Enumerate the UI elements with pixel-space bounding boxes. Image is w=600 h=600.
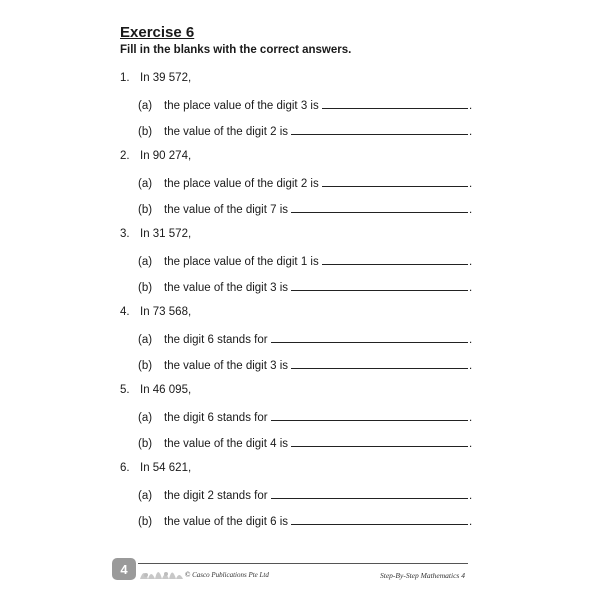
answer-blank[interactable] [291,358,468,369]
question-part [138,202,472,216]
answer-blank[interactable] [322,254,468,265]
book-title: Step-By-Step Mathematics 4 [380,571,465,580]
question-part [138,280,472,294]
answer-blank[interactable] [291,514,468,525]
question-part [138,410,472,424]
question-stem [120,384,191,396]
question-stem [120,150,191,162]
question-part [138,488,472,502]
part-text: the value of the digit 2 is [164,126,289,138]
part-label: (a) [138,256,153,268]
part-label: (a) [138,412,153,424]
copyright-text: © Casco Publications Pte Ltd [185,571,269,579]
instructions: Fill in the blanks with the correct answers. [120,44,352,56]
period: . [469,204,473,216]
part-text: the place value of the digit 1 is [164,256,319,268]
question-part [138,436,472,450]
answer-blank[interactable] [291,202,468,213]
question-text: In 31 572, [140,228,192,240]
period: . [469,412,473,424]
part-label: (b) [138,204,153,216]
question-stem [120,228,191,240]
part-text: the value of the digit 4 is [164,438,289,450]
question-stem [120,72,191,84]
part-label: (b) [138,360,153,372]
period: . [469,282,473,294]
part-text: the digit 6 stands for [164,412,268,424]
part-text: the digit 2 stands for [164,490,268,502]
question-text: In 46 095, [140,384,192,396]
part-text: the value of the digit 3 is [164,360,289,372]
question-text: In 73 568, [140,306,192,318]
part-label: (a) [138,178,153,190]
answer-blank[interactable] [271,410,468,421]
period: . [469,438,473,450]
part-label: (a) [138,490,153,502]
period: . [469,178,473,190]
answer-blank[interactable] [271,488,468,499]
exercise-title: Exercise 6 [120,24,195,41]
question-text: In 54 621, [140,462,192,474]
question-number: 4. [120,306,130,318]
question-text: In 39 572, [140,72,192,84]
part-text: the value of the digit 3 is [164,282,289,294]
part-text: the value of the digit 6 is [164,516,289,528]
period: . [469,516,473,528]
question-part [138,514,472,528]
question-part [138,98,472,112]
period: . [469,490,473,502]
part-label: (b) [138,282,153,294]
question-part [138,254,472,268]
question-number: 5. [120,384,130,396]
answer-blank[interactable] [291,280,468,291]
footer-rule [138,563,468,564]
question-number: 6. [120,462,130,474]
question-stem [120,462,191,474]
question-text: In 90 274, [140,150,192,162]
question-stem [120,306,191,318]
part-text: the digit 6 stands for [164,334,268,346]
period: . [469,126,473,138]
part-text: the place value of the digit 2 is [164,178,319,190]
question-part [138,124,472,138]
period: . [469,100,473,112]
part-label: (b) [138,126,153,138]
question-part [138,332,472,346]
question-number: 2. [120,150,130,162]
question-part [138,176,472,190]
question-number: 1. [120,72,130,84]
part-text: the place value of the digit 3 is [164,100,319,112]
answer-blank[interactable] [322,176,468,187]
period: . [469,334,473,346]
answer-blank[interactable] [271,332,468,343]
part-label: (a) [138,334,153,346]
part-label: (a) [138,100,153,112]
part-label: (b) [138,438,153,450]
part-text: the value of the digit 7 is [164,204,289,216]
grass-decoration [138,563,186,581]
question-part [138,358,472,372]
page-number-badge: 4 [112,558,136,580]
period: . [469,256,473,268]
part-label: (b) [138,516,153,528]
answer-blank[interactable] [322,98,468,109]
answer-blank[interactable] [291,124,468,135]
answer-blank[interactable] [291,436,468,447]
question-number: 3. [120,228,130,240]
period: . [469,360,473,372]
